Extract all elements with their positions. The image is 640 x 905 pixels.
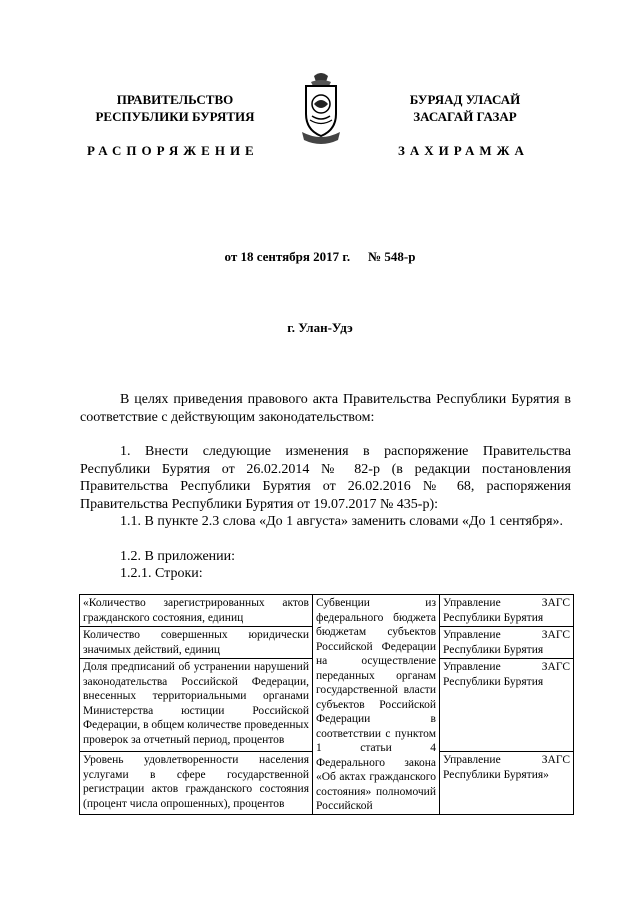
- date-number-line: [0, 249, 640, 265]
- issuer-line-2: РЕСПУБЛИКИ БУРЯТИЯ: [95, 109, 255, 124]
- table-cell-indicator: Количество совершенных юридически значимых действий, единиц: [80, 627, 313, 659]
- issuer-buryat-line-1: БУРЯАД УЛАСАЙ: [409, 92, 521, 107]
- issuer-line-1: ПРАВИТЕЛЬСТВО: [116, 92, 234, 107]
- document-type-russian: РАСПОРЯЖЕНИЕ: [87, 143, 259, 158]
- document-number: № 548-р: [368, 249, 416, 264]
- table-cell-responsible: Управление ЗАГС Республики Бурятия: [440, 595, 574, 627]
- table-cell-indicator: «Количество зарегистрированных актов гражданского состояния, единиц: [80, 595, 313, 627]
- table-cell-indicator: Доля предписаний об устранении нарушений законодательства Российской Федерации, внесенных территориальными органами Министерства юстиции Российской Федерации, в общем количестве проведенных проверок за отчетный период, процентов: [80, 659, 313, 752]
- issuer-buryat-line-2: ЗАСАГАЙ ГАЗАР: [413, 109, 517, 124]
- emblem-icon: [298, 70, 344, 150]
- paragraph-item-1-2: 1.2. В приложении:: [120, 549, 236, 564]
- indicators-table: [79, 594, 574, 815]
- issuer-name-russian: [80, 91, 270, 125]
- document-city: г. Улан-Удэ: [287, 320, 353, 335]
- paragraph-item-1-2-1: 1.2.1. Строки:: [120, 566, 203, 581]
- coat-of-arms-emblem: [298, 70, 344, 150]
- table-cell-funding-source: Субвенции из федерального бюджета бюджетам субъектов Российской Федерации на осуществление переданных органам государственной власти субъектов Российской Федерации в соответствии с пунктом 1 статьи 4 Федерального закона «Об актах гражданского состояния» полномочий Российской: [313, 595, 440, 815]
- document-date: от 18 сентября 2017 г.: [224, 249, 351, 264]
- table-cell-responsible: Управление ЗАГС Республики Бурятия»: [440, 752, 574, 814]
- table-cell-indicator: Уровень удовлетворенности населения услугами в сфере государственной регистрации актов гражданского состояния (процент числа опрошенных), процентов: [80, 752, 313, 814]
- table-cell-responsible: Управление ЗАГС Республики Бурятия: [440, 627, 574, 659]
- issuer-name-buryat: [380, 91, 550, 125]
- table-row: [80, 595, 574, 627]
- paragraph-item-1-1: 1.1. В пункте 2.3 слова «До 1 августа» заменить словами «До 1 сентября».: [120, 514, 564, 529]
- table-cell-responsible: Управление ЗАГС Республики Бурятия: [440, 659, 574, 752]
- document-type-buryat: ЗАХИРАМЖА: [398, 143, 529, 158]
- paragraph-item-1: 1. Внести следующие изменения в распоряжение Правительства Республики Бурятия от 26.02.2014 № 82-р (в редакции постановления Правительства Республики Бурятия от 26.02.2016 № 68, распоряжения Правительства Республики Бурятия от 19.07.2017 № 435-р):: [80, 444, 571, 512]
- paragraph-preamble: В целях приведения правового акта Правительства Республики Бурятия в соответствие с действующим законодательством:: [80, 392, 571, 425]
